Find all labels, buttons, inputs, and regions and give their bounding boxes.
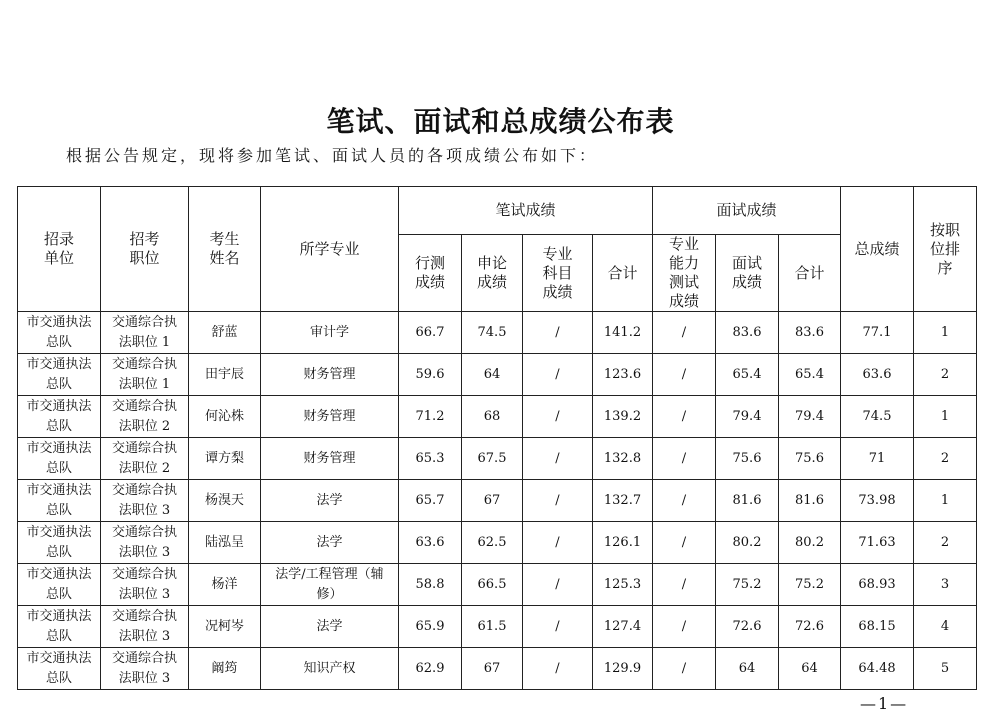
position-cell: 交通综合执法职位 3 [101, 648, 189, 690]
total-score-cell: 77.1 [841, 312, 914, 354]
written-total-cell: 126.1 [593, 522, 653, 564]
written-xingce-cell: 65.7 [399, 480, 462, 522]
interview-ability-cell: / [653, 354, 716, 396]
header-written-special: 专业科目成绩 [523, 235, 593, 312]
page-number: —1— [860, 694, 909, 713]
rank-cell: 3 [914, 564, 977, 606]
major-cell: 法学 [261, 606, 399, 648]
position-cell: 交通综合执法职位 1 [101, 354, 189, 396]
written-total-cell: 125.3 [593, 564, 653, 606]
interview-ability-cell: / [653, 648, 716, 690]
table-row [18, 396, 977, 438]
written-shenlun-cell: 74.5 [462, 312, 523, 354]
written-shenlun-cell: 67.5 [462, 438, 523, 480]
total-score-cell: 63.6 [841, 354, 914, 396]
major-cell: 知识产权 [261, 648, 399, 690]
position-cell: 交通综合执法职位 3 [101, 480, 189, 522]
header-written-total: 合计 [593, 235, 653, 312]
interview-score-cell: 75.2 [716, 564, 779, 606]
unit-cell: 市交通执法总队 [18, 564, 101, 606]
written-total-cell: 129.9 [593, 648, 653, 690]
header-written-xingce: 行测成绩 [399, 235, 462, 312]
name-cell: 舒蓝 [189, 312, 261, 354]
written-shenlun-cell: 67 [462, 480, 523, 522]
major-cell: 审计学 [261, 312, 399, 354]
interview-ability-cell: / [653, 480, 716, 522]
major-cell: 法学 [261, 480, 399, 522]
total-score-cell: 64.48 [841, 648, 914, 690]
interview-ability-cell: / [653, 606, 716, 648]
interview-total-cell: 65.4 [779, 354, 841, 396]
header-written-shenlun: 申论成绩 [462, 235, 523, 312]
major-cell: 法学 [261, 522, 399, 564]
table-row [18, 564, 977, 606]
interview-ability-cell: / [653, 396, 716, 438]
interview-score-cell: 79.4 [716, 396, 779, 438]
written-total-cell: 123.6 [593, 354, 653, 396]
interview-score-cell: 64 [716, 648, 779, 690]
scores-table [17, 186, 977, 690]
table-row [18, 312, 977, 354]
header-rank: 按职位排序 [914, 187, 977, 312]
written-shenlun-cell: 66.5 [462, 564, 523, 606]
total-score-cell: 73.98 [841, 480, 914, 522]
table-row [18, 606, 977, 648]
header-total: 总成绩 [841, 187, 914, 312]
name-cell: 何沁株 [189, 396, 261, 438]
header-interview-ability: 专业能力测试成绩 [653, 235, 716, 312]
interview-total-cell: 75.2 [779, 564, 841, 606]
rank-cell: 2 [914, 522, 977, 564]
interview-total-cell: 64 [779, 648, 841, 690]
header-position: 招考职位 [101, 187, 189, 312]
major-cell: 财务管理 [261, 396, 399, 438]
major-cell: 法学/工程管理（辅修） [261, 564, 399, 606]
major-cell: 财务管理 [261, 354, 399, 396]
total-score-cell: 74.5 [841, 396, 914, 438]
written-xingce-cell: 65.9 [399, 606, 462, 648]
unit-cell: 市交通执法总队 [18, 606, 101, 648]
interview-total-cell: 81.6 [779, 480, 841, 522]
total-score-cell: 71 [841, 438, 914, 480]
written-shenlun-cell: 62.5 [462, 522, 523, 564]
written-shenlun-cell: 67 [462, 648, 523, 690]
header-written-group: 笔试成绩 [399, 187, 653, 235]
interview-score-cell: 83.6 [716, 312, 779, 354]
interview-ability-cell: / [653, 522, 716, 564]
unit-cell: 市交通执法总队 [18, 648, 101, 690]
document-title: 笔试、面试和总成绩公布表 [326, 105, 675, 138]
written-shenlun-cell: 64 [462, 354, 523, 396]
interview-ability-cell: / [653, 564, 716, 606]
table-row [18, 438, 977, 480]
interview-score-cell: 75.6 [716, 438, 779, 480]
rank-cell: 2 [914, 438, 977, 480]
total-score-cell: 71.63 [841, 522, 914, 564]
header-name: 考生姓名 [189, 187, 261, 312]
rank-cell: 4 [914, 606, 977, 648]
position-cell: 交通综合执法职位 3 [101, 564, 189, 606]
header-interview-total: 合计 [779, 235, 841, 312]
table-row [18, 648, 977, 690]
major-cell: 财务管理 [261, 438, 399, 480]
interview-score-cell: 81.6 [716, 480, 779, 522]
name-cell: 杨洋 [189, 564, 261, 606]
written-special-cell: / [523, 522, 593, 564]
position-cell: 交通综合执法职位 2 [101, 438, 189, 480]
written-special-cell: / [523, 354, 593, 396]
rank-cell: 2 [914, 354, 977, 396]
interview-score-cell: 72.6 [716, 606, 779, 648]
written-xingce-cell: 58.8 [399, 564, 462, 606]
unit-cell: 市交通执法总队 [18, 396, 101, 438]
rank-cell: 5 [914, 648, 977, 690]
written-special-cell: / [523, 438, 593, 480]
written-special-cell: / [523, 312, 593, 354]
table-row [18, 480, 977, 522]
table-row [18, 522, 977, 564]
interview-total-cell: 75.6 [779, 438, 841, 480]
header-major: 所学专业 [261, 187, 399, 312]
rank-cell: 1 [914, 396, 977, 438]
unit-cell: 市交通执法总队 [18, 480, 101, 522]
table-row [18, 354, 977, 396]
interview-total-cell: 83.6 [779, 312, 841, 354]
written-shenlun-cell: 68 [462, 396, 523, 438]
name-cell: 陆泓呈 [189, 522, 261, 564]
unit-cell: 市交通执法总队 [18, 312, 101, 354]
name-cell: 阚筠 [189, 648, 261, 690]
interview-score-cell: 65.4 [716, 354, 779, 396]
written-xingce-cell: 65.3 [399, 438, 462, 480]
written-total-cell: 139.2 [593, 396, 653, 438]
rank-cell: 1 [914, 312, 977, 354]
position-cell: 交通综合执法职位 2 [101, 396, 189, 438]
intro-paragraph: 根据公告规定，现将参加笔试、面试人员的各项成绩公布如下： [66, 146, 599, 165]
written-xingce-cell: 63.6 [399, 522, 462, 564]
unit-cell: 市交通执法总队 [18, 522, 101, 564]
position-cell: 交通综合执法职位 3 [101, 522, 189, 564]
written-xingce-cell: 71.2 [399, 396, 462, 438]
written-total-cell: 132.7 [593, 480, 653, 522]
total-score-cell: 68.93 [841, 564, 914, 606]
name-cell: 况柯岑 [189, 606, 261, 648]
interview-total-cell: 80.2 [779, 522, 841, 564]
total-score-cell: 68.15 [841, 606, 914, 648]
written-total-cell: 141.2 [593, 312, 653, 354]
written-special-cell: / [523, 606, 593, 648]
unit-cell: 市交通执法总队 [18, 354, 101, 396]
written-xingce-cell: 59.6 [399, 354, 462, 396]
interview-score-cell: 80.2 [716, 522, 779, 564]
interview-ability-cell: / [653, 438, 716, 480]
written-special-cell: / [523, 648, 593, 690]
header-interview-group: 面试成绩 [653, 187, 841, 235]
table-body [18, 312, 977, 690]
rank-cell: 1 [914, 480, 977, 522]
position-cell: 交通综合执法职位 1 [101, 312, 189, 354]
table-header [18, 187, 977, 312]
written-special-cell: / [523, 396, 593, 438]
interview-total-cell: 72.6 [779, 606, 841, 648]
written-xingce-cell: 62.9 [399, 648, 462, 690]
unit-cell: 市交通执法总队 [18, 438, 101, 480]
position-cell: 交通综合执法职位 3 [101, 606, 189, 648]
interview-total-cell: 79.4 [779, 396, 841, 438]
written-total-cell: 132.8 [593, 438, 653, 480]
name-cell: 田宇辰 [189, 354, 261, 396]
written-xingce-cell: 66.7 [399, 312, 462, 354]
written-shenlun-cell: 61.5 [462, 606, 523, 648]
written-special-cell: / [523, 564, 593, 606]
header-unit: 招录单位 [18, 187, 101, 312]
name-cell: 谭方梨 [189, 438, 261, 480]
interview-ability-cell: / [653, 312, 716, 354]
name-cell: 杨湨天 [189, 480, 261, 522]
written-total-cell: 127.4 [593, 606, 653, 648]
header-interview-score: 面试成绩 [716, 235, 779, 312]
written-special-cell: / [523, 480, 593, 522]
